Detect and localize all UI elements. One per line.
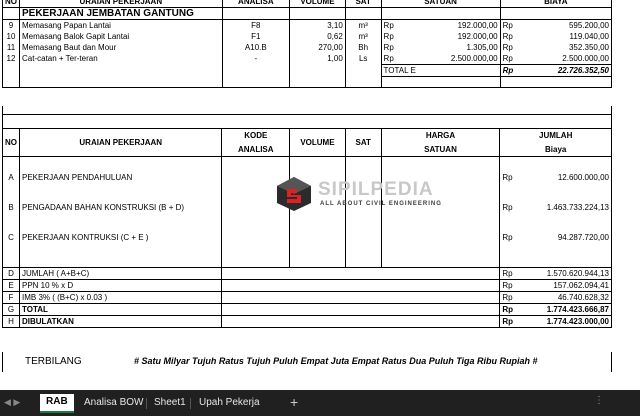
header-biaya: Biaya xyxy=(500,143,612,157)
table-row[interactable]: 12 Cat-catan + Ter-teran - 1,00 Ls Rp 2.500.000,00 Rp 2.500.000,00 xyxy=(3,53,612,65)
header-sat: SAT xyxy=(345,0,381,8)
table-row[interactable]: D JUMLAH ( A+B+C) Rp 1.570.620.944,13 xyxy=(3,268,612,280)
tab-separator xyxy=(190,398,191,409)
tab-scroll-arrows-icon[interactable]: ◀ ▶ xyxy=(4,397,21,407)
tab-separator xyxy=(146,398,147,409)
detail-header-row xyxy=(3,0,612,8)
summary-header-row xyxy=(3,129,612,143)
section-title-row xyxy=(3,8,612,20)
header-volume: VOLUME xyxy=(290,129,346,157)
header-uraian: URAIAN PEKERJAAN xyxy=(20,129,222,157)
table-row[interactable]: 11 Memasang Baut dan Mour A10.B 270,00 Bh Rp 1.305,00 Rp 352.350,00 xyxy=(3,42,612,53)
total-rp: Rp xyxy=(500,65,520,77)
add-sheet-button[interactable]: + xyxy=(290,394,299,410)
header-analisa: ANALISA xyxy=(222,0,290,8)
table-row[interactable]: E PPN 10 % x D Rp 157.062.094,41 xyxy=(3,280,612,292)
section-title: PEKERJAAN JEMBATAN GANTUNG xyxy=(20,8,223,20)
header-uraian: URAIAN PEKERJAAN xyxy=(20,0,223,8)
watermark-tagline: ALL ABOUT CIVIL ENGINEERING xyxy=(320,201,442,207)
header-no: NO xyxy=(3,0,20,8)
terbilang-label: TERBILANG xyxy=(25,356,82,367)
table-row[interactable]: C PEKERJAAN KONTRUKSI (C + E ) Rp 94.287.720,00 xyxy=(3,223,612,253)
sheet-tab-bar xyxy=(0,390,640,416)
summary-table xyxy=(2,128,612,328)
header-kode: KODE xyxy=(222,129,290,143)
spacer-row xyxy=(2,106,612,128)
table-row[interactable]: 9 Memasang Papan Lantai F8 3,10 m³ Rp 192.000,00 Rp 595.200,00 xyxy=(3,20,612,32)
table-row[interactable]: A PEKERJAAN PENDAHULUAN Rp 12.600.000,00 xyxy=(3,163,612,193)
tab-sheet1[interactable]: Sheet1 xyxy=(154,397,186,408)
sipilpedia-logo-icon xyxy=(276,176,312,212)
header-satuan: SATUAN xyxy=(381,0,500,8)
right-gutter xyxy=(612,0,640,390)
header-jumlah: JUMLAH xyxy=(500,129,612,143)
tab-upah-pekerja[interactable]: Upah Pekerja xyxy=(199,397,260,408)
header-analisa: ANALISA xyxy=(222,143,290,157)
terbilang-row xyxy=(2,352,612,372)
header-no: NO xyxy=(3,129,20,157)
total-value: 22.726.352,50 xyxy=(520,65,611,77)
tab-analisa-bow[interactable]: Analisa BOW xyxy=(84,397,144,408)
total-row xyxy=(3,65,612,77)
table-row[interactable]: F IMB 3% ( (B+C) x 0.03 ) Rp 46.740.628,32 xyxy=(3,292,612,304)
header-biaya: BIAYA xyxy=(500,0,611,8)
watermark-name: SIPILPEDIA xyxy=(318,179,434,200)
blank-row xyxy=(3,77,612,88)
more-options-icon[interactable]: ⋮ xyxy=(594,395,604,406)
tab-rab[interactable]: RAB xyxy=(40,394,74,413)
detail-table xyxy=(2,0,612,88)
terbilang-text: # Satu Milyar Tujuh Ratus Tujuh Puluh Empat Juta Empat Ratus Dua Puluh Tiga Ribu Rupiah # xyxy=(134,356,538,366)
table-row[interactable]: G TOTAL Rp 1.774.423.666,87 xyxy=(3,304,612,316)
header-volume: VOLUME xyxy=(290,0,346,8)
header-sat: SAT xyxy=(345,129,381,157)
table-row[interactable]: 10 Memasang Balok Gapit Lantai F1 0,62 m³ Rp 192.000,00 Rp 119.040,00 xyxy=(3,31,612,42)
header-satuan: SATUAN xyxy=(381,143,500,157)
table-row[interactable]: B PENGADAAN BAHAN KONSTRUKSI (B + D) Rp 1.463.733.224,13 xyxy=(3,193,612,223)
total-label: TOTAL E xyxy=(381,65,500,77)
table-row[interactable]: H DIBULATKAN Rp 1.774.423.000,00 xyxy=(3,316,612,328)
watermark-logo xyxy=(276,176,456,216)
header-harga: HARGA xyxy=(381,129,500,143)
